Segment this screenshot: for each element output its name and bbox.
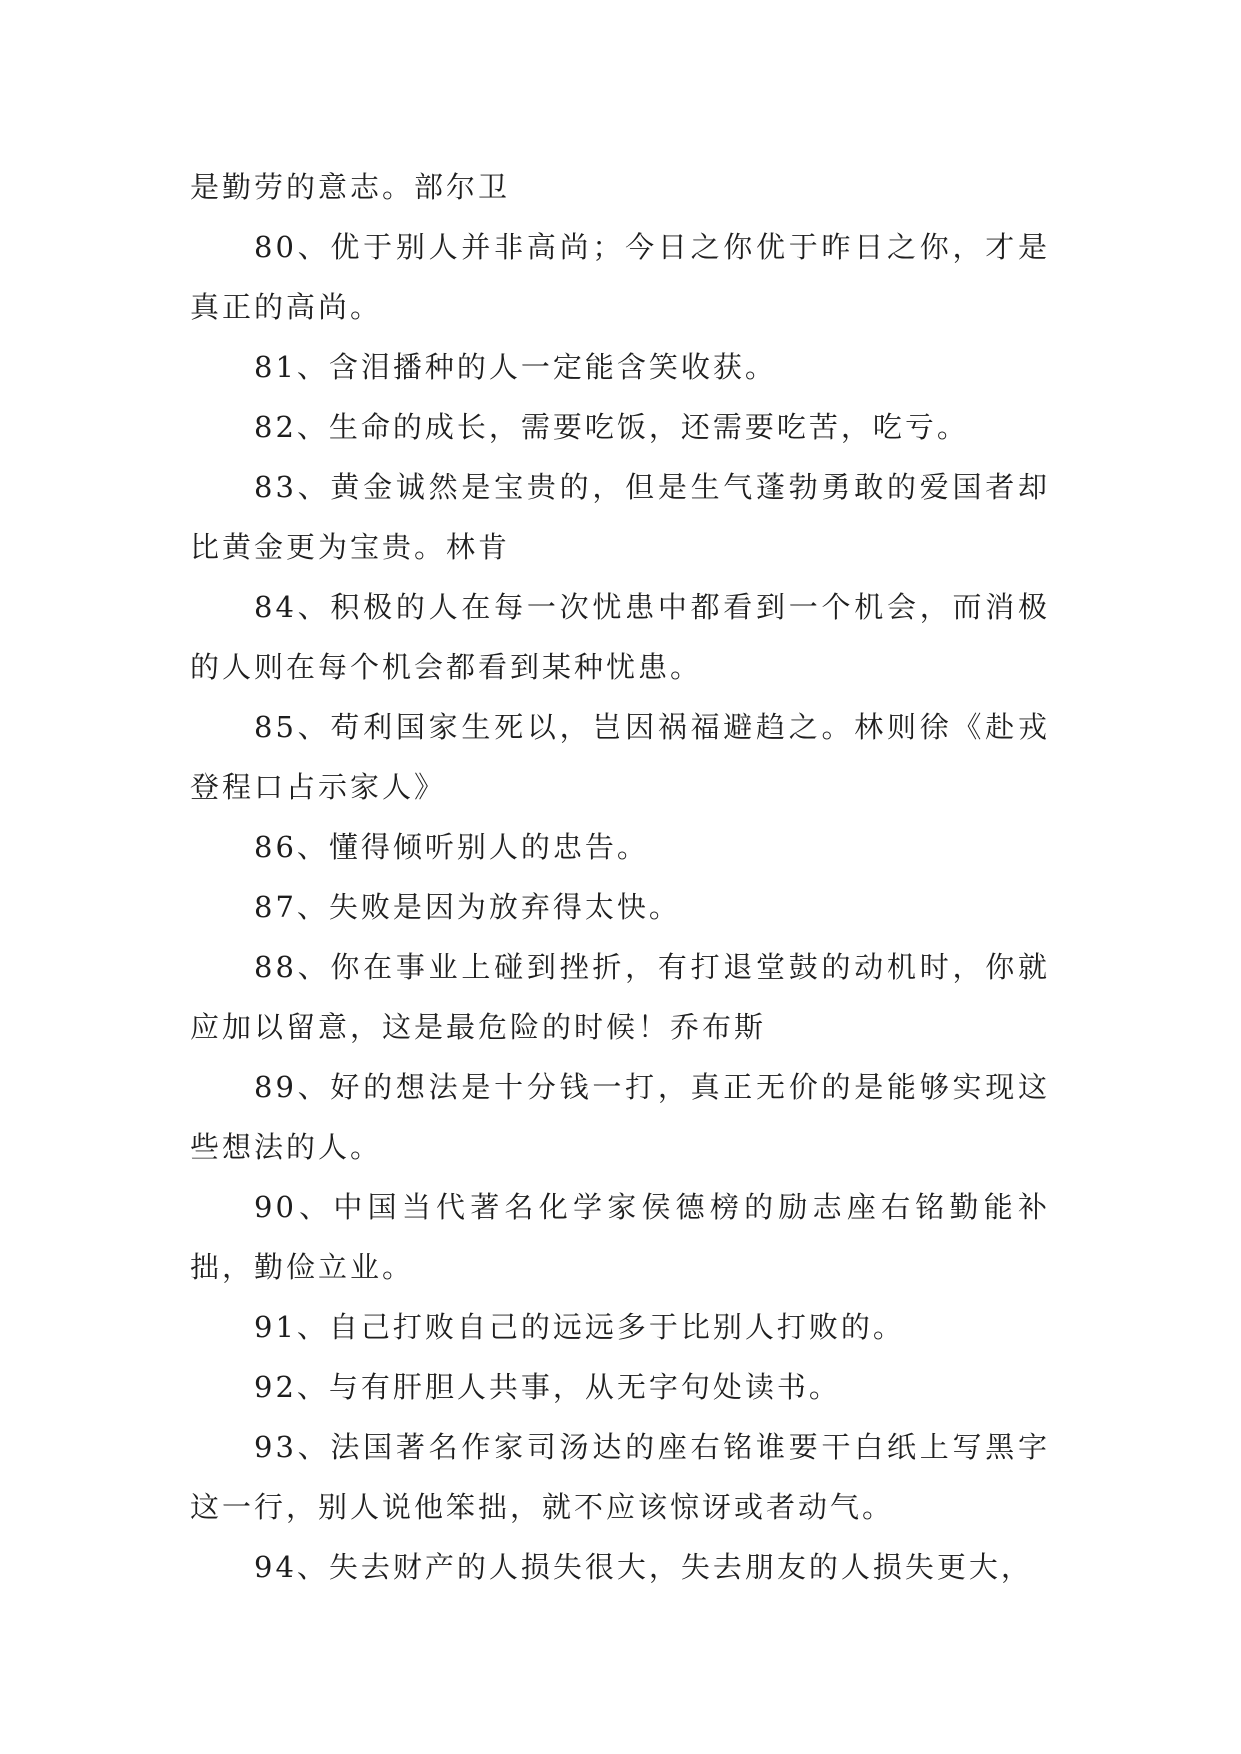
document-body bbox=[190, 157, 1050, 1597]
quote-90: 90、中国当代著名化学家侯德榜的励志座右铭勤能补拙，勤俭立业。 bbox=[190, 1190, 1050, 1284]
quote-83: 83、黄金诚然是宝贵的，但是生气蓬勃勇敢的爱国者却比黄金更为宝贵。林肯 bbox=[190, 470, 1050, 564]
quote-92: 92、与有肝胆人共事，从无字句处读书。 bbox=[254, 1370, 841, 1404]
quote-94: 94、失去财产的人损失很大，失去朋友的人损失更大， bbox=[254, 1550, 1033, 1584]
quote-80: 80、优于别人并非高尚；今日之你优于昨日之你，才是真正的高尚。 bbox=[190, 230, 1050, 324]
quote-86: 86、懂得倾听别人的忠告。 bbox=[254, 830, 649, 864]
quote-87: 87、失败是因为放弃得太快。 bbox=[254, 890, 681, 924]
quote-91: 91、自己打败自己的远远多于比别人打败的。 bbox=[254, 1310, 905, 1344]
quote-93: 93、法国著名作家司汤达的座右铭谁要干白纸上写黑字这一行，别人说他笨拙，就不应该惊讶或者动气。 bbox=[190, 1430, 1050, 1524]
paragraph-continuation: 是勤劳的意志。部尔卫 bbox=[190, 170, 511, 204]
quote-89: 89、好的想法是十分钱一打，真正无价的是能够实现这些想法的人。 bbox=[190, 1070, 1050, 1164]
quote-81: 81、含泪播种的人一定能含笑收获。 bbox=[254, 350, 777, 384]
quote-82: 82、生命的成长，需要吃饭，还需要吃苦，吃亏。 bbox=[254, 410, 969, 444]
quote-84: 84、积极的人在每一次忧患中都看到一个机会，而消极的人则在每个机会都看到某种忧患。 bbox=[190, 590, 1050, 684]
quote-85: 85、苟利国家生死以，岂因祸福避趋之。林则徐《赴戎登程口占示家人》 bbox=[190, 710, 1050, 804]
quote-88: 88、你在事业上碰到挫折，有打退堂鼓的动机时，你就应加以留意，这是最危险的时候！乔布斯 bbox=[190, 950, 1050, 1044]
